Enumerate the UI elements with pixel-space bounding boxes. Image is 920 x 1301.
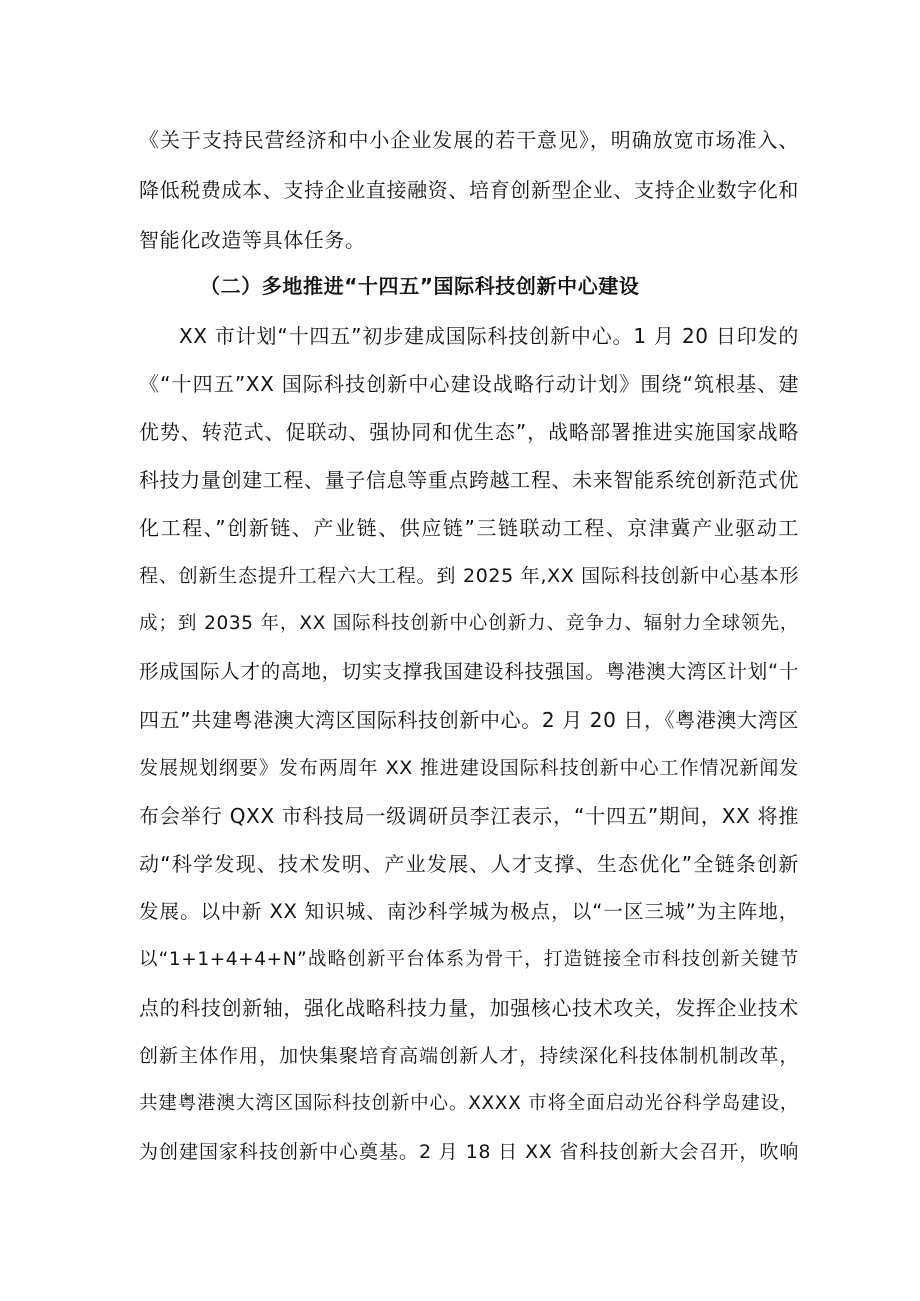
paragraph-line: XX 市计划“十四五”初步建成国际科技创新中心。1 月 20 日印发的 [179,324,799,348]
paragraph-line: 发展。以中新 XX 知识城、南沙科学城为极点，以“一区三城”为主阵地， [139,900,799,923]
paragraph-line: 科技力量创建工程、量子信息等重点跨越工程、未来智能系统创新范式优 [139,468,799,492]
paragraph-line: 共建粤港澳大湾区国际科技创新中心。XXXX 市将全面启动光谷科学岛建设， [139,1093,799,1114]
paragraph-line: 优势、转范式、促联动、强协同和优生态”，战略部署推进实施国家战略 [139,420,799,444]
paragraph-line: 降低税费成本、支持企业直接融资、培育创新型企业、支持企业数字化和 [139,178,799,202]
paragraph-line: 点的科技创新轴，强化战略科技力量，加强核心技术攻关，发挥企业技术 [139,996,799,1020]
paragraph-line: 四五”共建粤港澳大湾区国际科技创新中心。2 月 20 日，《粤港澳大湾区 [139,708,799,732]
paragraph-line: 发展规划纲要》发布两周年 XX 推进建设国际科技创新中心工作情况新闻发 [139,757,799,779]
paragraph-line: 布会举行 QXX 市科技局一级调研员李江表示，“十四五”期间，XX 将推 [139,804,799,828]
paragraph-line: 创新主体作用，加快集聚培育高端创新人才，持续深化科技体制机制改革， [139,1045,799,1067]
paragraph-line: 动“科学发现、技术发明、产业发展、人才支撑、生态优化”全链条创新 [139,852,799,876]
paragraph-line: 形成国际人才的高地，切实支撑我国建设科技强国。粤港澳大湾区计划“十 [139,660,799,683]
paragraph-line: 以“1+1+4+4+N”战略创新平台体系为骨干，打造链接全市科技创新关键节 [139,949,799,970]
paragraph-line: 成；到 2035 年，XX 国际科技创新中心创新力、竞争力、辐射力全球领先， [139,613,799,634]
paragraph-line: 程、创新生态提升工程六大工程。到 2025 年,XX 国际科技创新中心基本形 [139,565,799,587]
paragraph-line: 《“十四五”XX 国际科技创新中心建设战略行动计划》围绕“筑根基、建 [139,372,799,396]
paragraph-line: 智能化改造等具体任务。 [139,228,366,252]
paragraph-line: 《关于支持民营经济和中小企业发展的若干意见》，明确放宽市场准入、 [139,128,799,152]
section-heading: （二）多地推进“十四五”国际科技创新中心建设 [200,274,640,298]
paragraph-line: 为创建国家科技创新中心奠基。2 月 18 日 XX 省科技创新大会召开，吹响 [139,1141,799,1163]
paragraph-line: 化工程、”创新链、产业链、供应链”三链联动工程、京津冀产业驱动工 [139,516,799,540]
